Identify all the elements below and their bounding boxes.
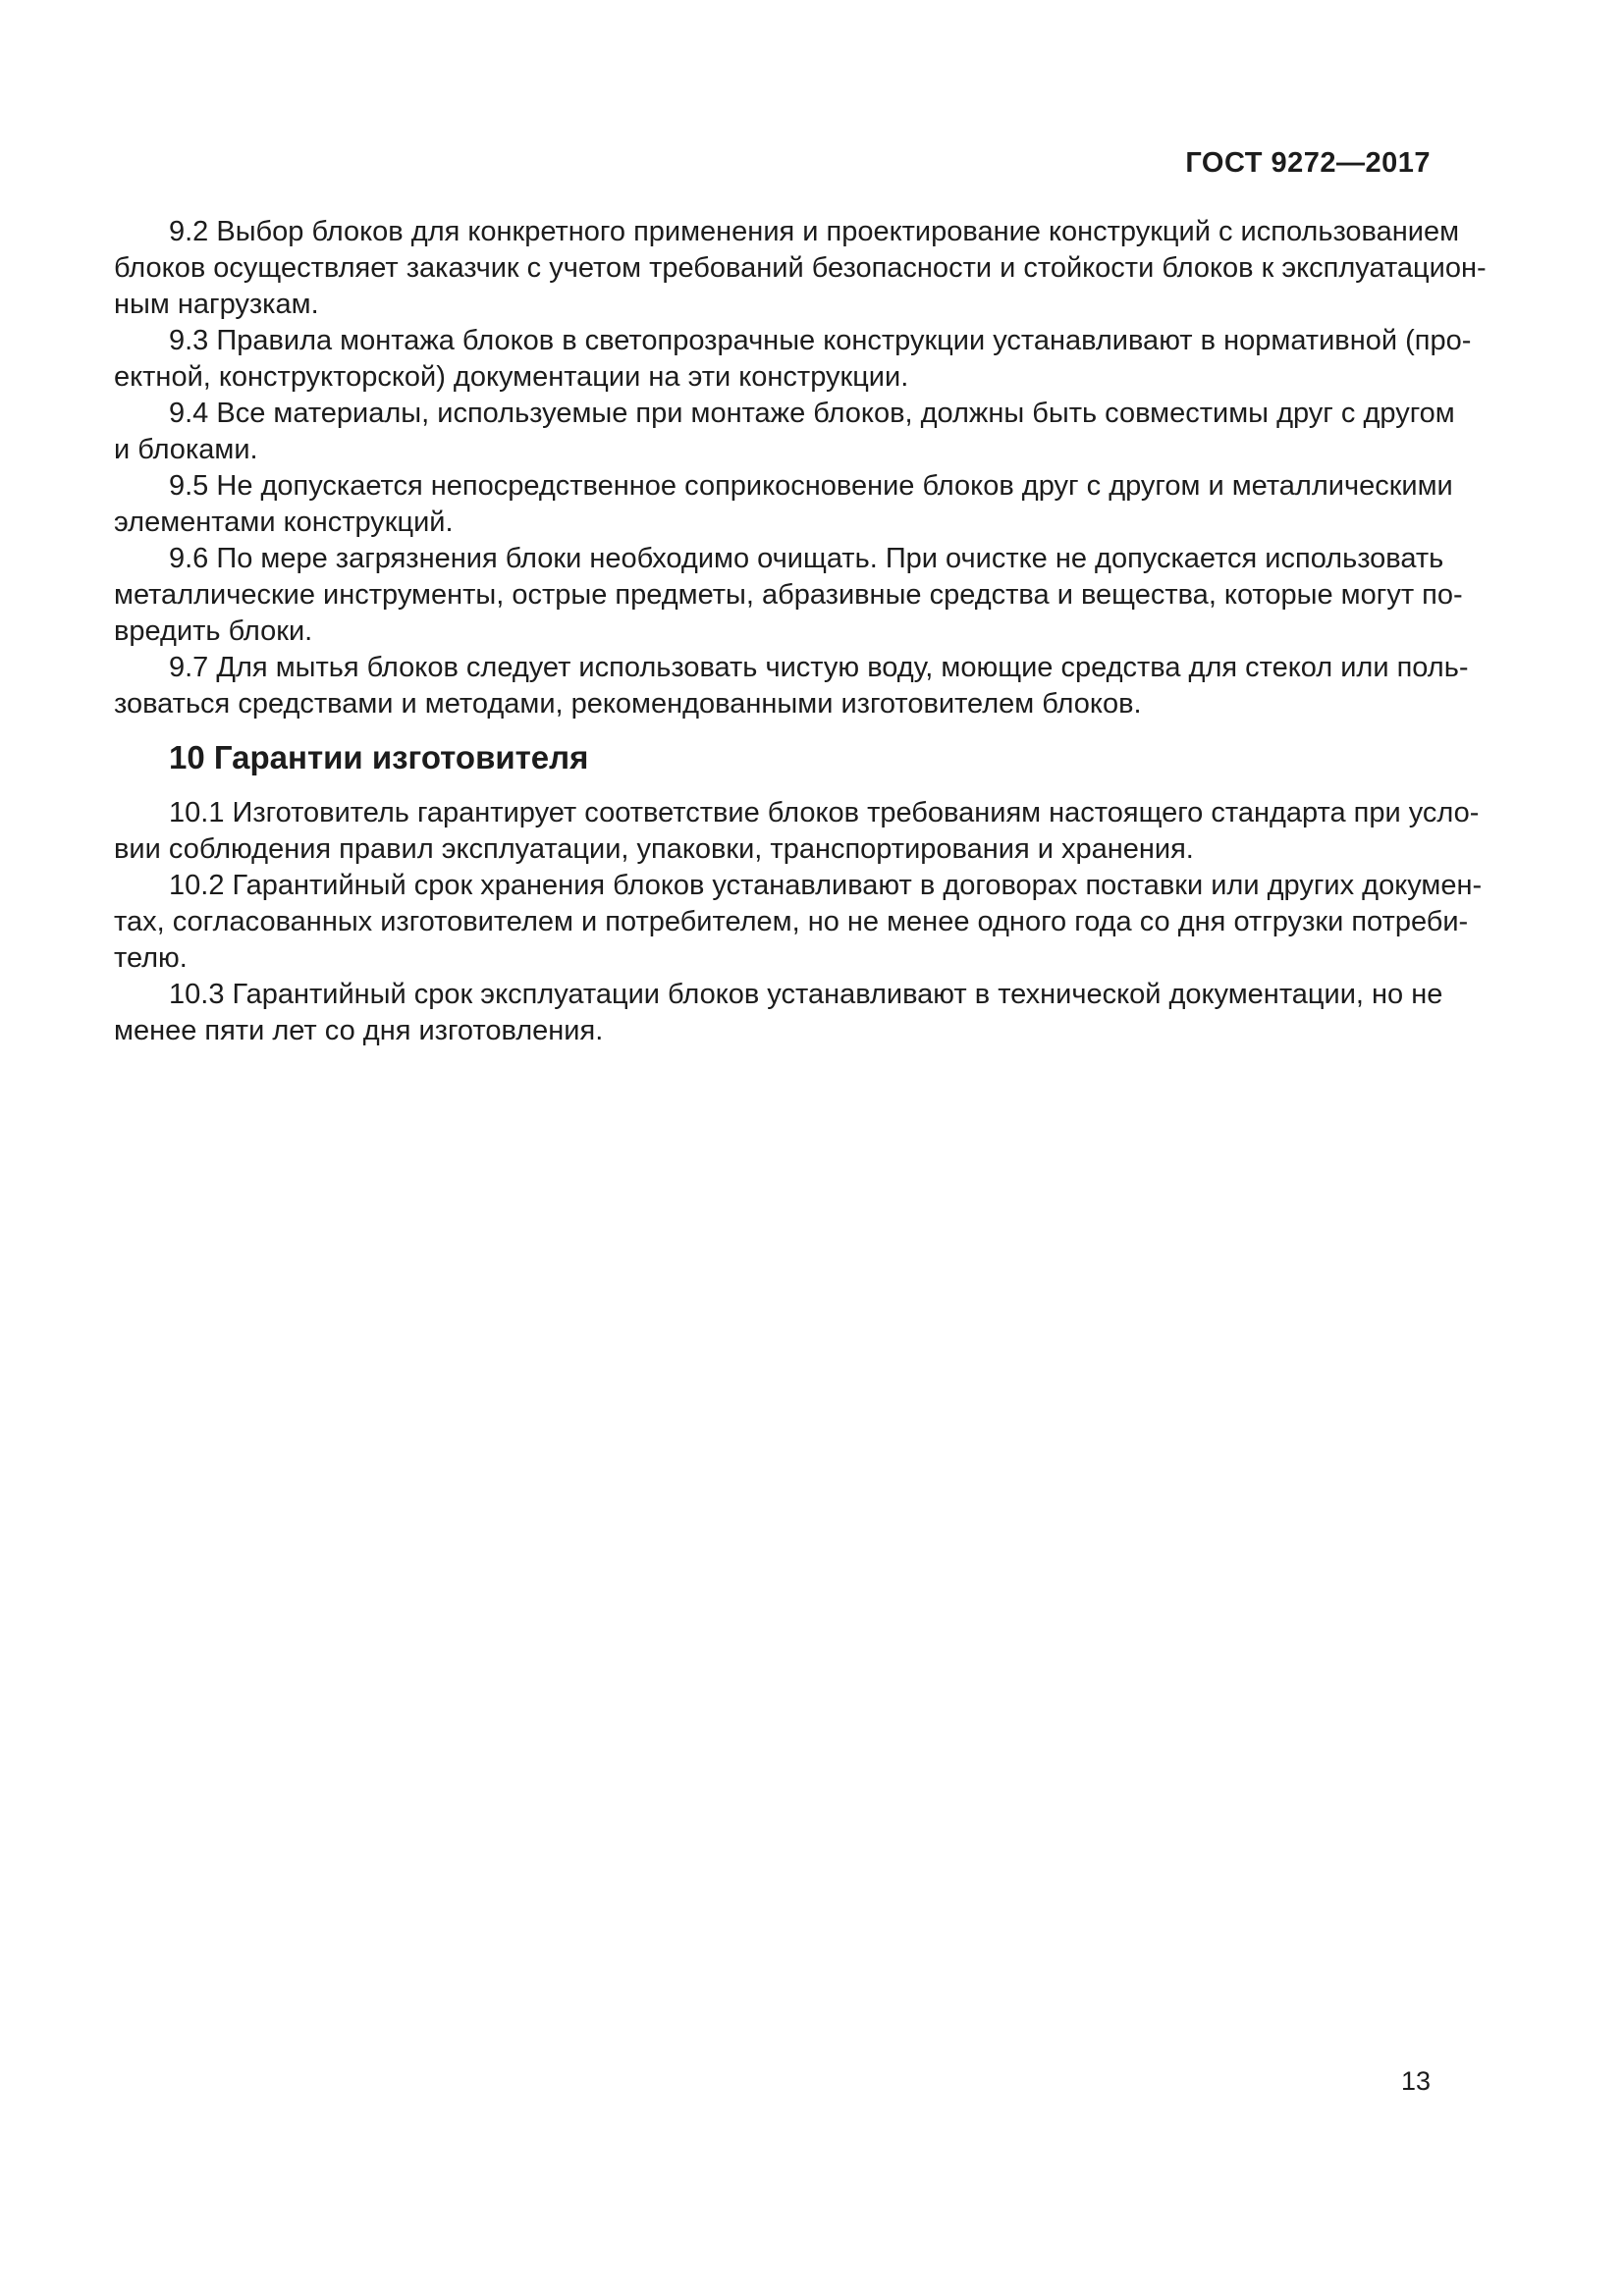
paragraph-line: и блоками. [114,434,258,465]
standard-designation-header: ГОСТ 9272—2017 [1185,147,1431,179]
paragraph-9-5 [114,468,1453,541]
paragraph-line: 9.3 Правила монтажа блоков в светопрозрачные конструкции устанавливают в нормативной (про- [169,325,1472,356]
paragraph-line: 9.5 Не допускается непосредственное соприкосновение блоков друг с другом и металлическими [169,470,1453,502]
section-heading-10: 10 Гарантии изготовителя [169,739,589,775]
paragraph-9-4 [114,396,1455,468]
paragraph-line: зоваться средствами и методами, рекомендованными изготовителем блоков. [114,688,1142,720]
paragraph-9-3 [114,323,1472,396]
paragraph-line: 10.3 Гарантийный срок эксплуатации блоков устанавливают в технической документации, но не [169,979,1443,1010]
page-number: 13 [1400,2066,1431,2096]
paragraph-line: 10.2 Гарантийный срок хранения блоков устанавливают в договорах поставки или других докумен- [169,870,1483,901]
paragraph-line: вредить блоки. [114,615,313,647]
paragraph-10-2 [114,868,1483,977]
document-body [114,214,1487,1049]
paragraph-9-2 [114,214,1487,323]
paragraph-line: блоков осуществляет заказчик с учетом требований безопасности и стойкости блоков к эксплуатацион- [114,252,1487,284]
paragraph-line: телю. [114,942,188,974]
paragraph-line: 9.2 Выбор блоков для конкретного применения и проектирование конструкций с использованием [169,216,1460,247]
paragraph-line: менее пяти лет со дня изготовления. [114,1015,604,1046]
paragraph-10-1 [114,795,1480,868]
paragraph-line: ным нагрузкам. [114,289,319,320]
paragraph-9-7 [114,650,1469,722]
paragraph-line: элементами конструкций. [114,507,454,538]
paragraph-line: вии соблюдения правил эксплуатации, упаковки, транспортирования и хранения. [114,833,1194,865]
paragraph-line: 9.6 По мере загрязнения блоки необходимо очищать. При очистке не допускается использовать [169,543,1444,574]
paragraph-10-3 [114,977,1443,1049]
paragraph-line: металлические инструменты, острые предметы, абразивные средства и вещества, которые могут по- [114,579,1463,611]
paragraph-line: тах, согласованных изготовителем и потребителем, но не менее одного года со дня отгрузки потреби- [114,906,1469,937]
paragraph-line: 9.7 Для мытья блоков следует использовать чистую воду, моющие средства для стекол или поль- [169,652,1469,683]
paragraph-9-6 [114,541,1463,650]
paragraph-line: 9.4 Все материалы, используемые при монтаже блоков, должны быть совместимы друг с другом [169,398,1455,429]
paragraph-line: 10.1 Изготовитель гарантирует соответствие блоков требованиям настоящего стандарта при усло- [169,797,1480,828]
paragraph-line: ектной, конструкторской) документации на эти конструкции. [114,361,909,393]
